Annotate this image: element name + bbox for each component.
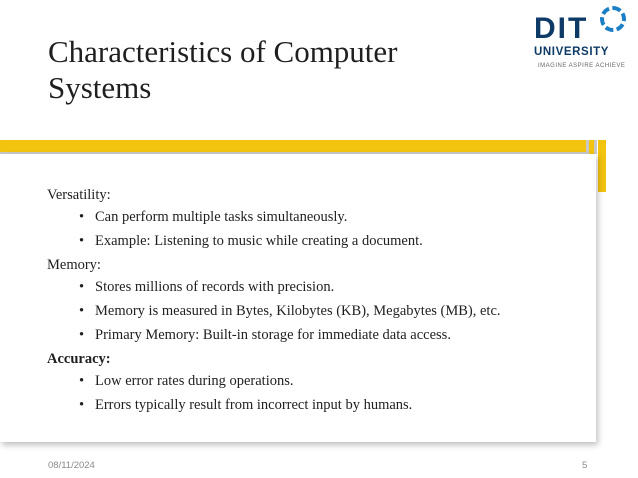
- bullet-list: [47, 277, 592, 349]
- bullet-item: • Memory is measured in Bytes, Kilobytes (KB), Megabytes (MB), etc.: [79, 303, 501, 319]
- section-heading: Memory:: [47, 257, 101, 273]
- gear-icon: [600, 6, 626, 32]
- bullet-icon: •: [79, 373, 85, 389]
- logo-secondary-text: UNIVERSITY: [534, 46, 610, 58]
- bullet-icon: •: [79, 279, 85, 295]
- bullet-item: • Low error rates during operations.: [79, 373, 294, 389]
- bullet-item: • Stores millions of records with precision.: [79, 279, 335, 295]
- bullet-item: • Errors typically result from incorrect input by humans.: [79, 397, 413, 413]
- logo-tagline: IMAGINE ASPIRE ACHIEVE: [538, 63, 626, 69]
- section-heading: Accuracy:: [47, 351, 111, 367]
- bullet-icon: •: [79, 233, 85, 249]
- bullet-item: • Example: Listening to music while creating a document.: [79, 233, 423, 249]
- slide-body: [47, 185, 592, 419]
- footer-date: 08/11/2024: [48, 460, 95, 471]
- section-heading: Versatility:: [47, 187, 111, 203]
- page-number: 5: [582, 460, 588, 471]
- bullet-item: • Primary Memory: Built-in storage for immediate data access.: [79, 327, 451, 343]
- accent-vertical-bar: [598, 140, 606, 192]
- logo-primary-text: DIT: [534, 12, 589, 45]
- slide-title: [48, 34, 488, 106]
- accent-band: [0, 140, 586, 152]
- bullet-icon: •: [79, 397, 85, 413]
- slide-title-line2: Systems: [48, 70, 152, 105]
- bullet-icon: •: [79, 209, 85, 225]
- bullet-list: [47, 207, 592, 255]
- slide-title-line1: Characteristics of Computer: [48, 34, 398, 69]
- bullet-icon: •: [79, 303, 85, 319]
- university-logo: [534, 6, 630, 78]
- bullet-list: [47, 371, 592, 419]
- bullet-icon: •: [79, 327, 85, 343]
- bullet-item: • Can perform multiple tasks simultaneously.: [79, 209, 348, 225]
